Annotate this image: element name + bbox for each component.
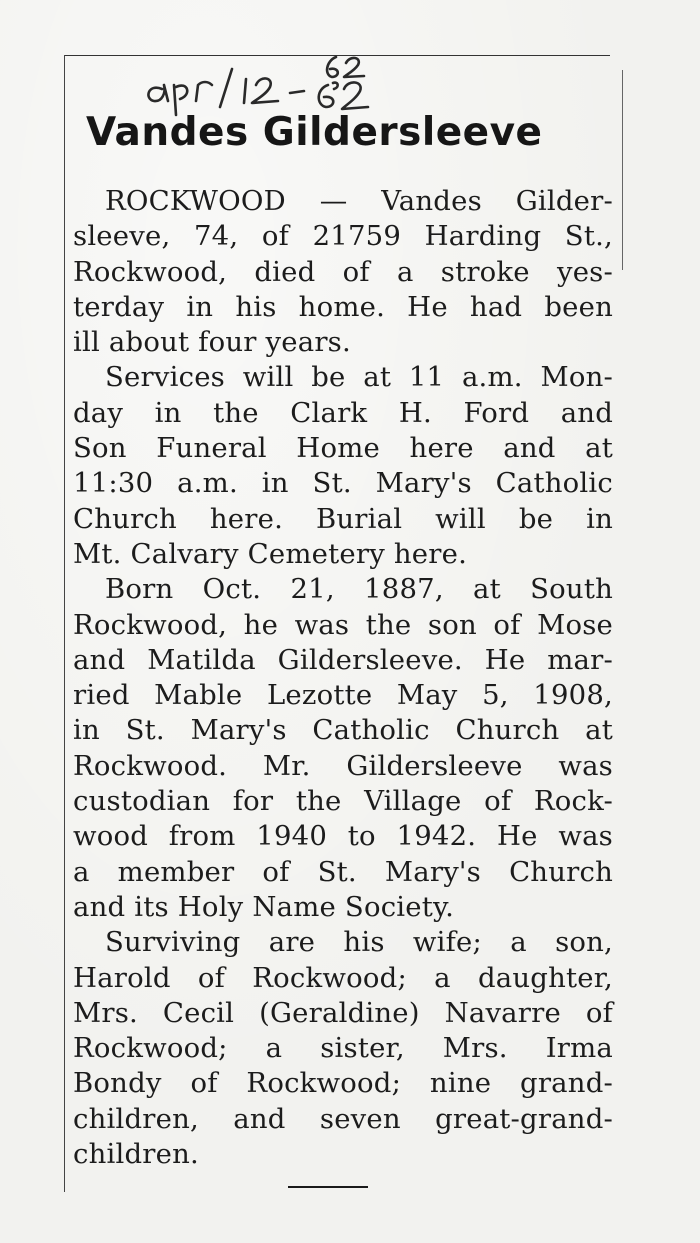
obituary-line: Services will be at 11 a.m. Mon- xyxy=(105,361,613,394)
obituary-line: Mt. Calvary Cemetery here. xyxy=(73,537,468,570)
obituary-line: Rockwood. Mr. Gildersleeve was xyxy=(73,749,613,782)
obituary-line: terday in his home. He had been xyxy=(73,290,613,323)
obituary-line: Born Oct. 21, 1887, at South xyxy=(105,573,613,606)
obituary-line: sleeve, 74, of 21759 Harding St., xyxy=(73,220,613,253)
obituary-line: Surviving are his wife; a son, xyxy=(105,926,613,959)
obituary-line: Rockwood, he was the son of Mose xyxy=(73,608,613,641)
obituary-line: and Matilda Gildersleeve. He mar- xyxy=(73,643,613,676)
obituary-headline: Vandes Gildersleeve xyxy=(86,110,543,155)
obituary-line: in St. Mary's Catholic Church at xyxy=(73,714,613,747)
obituary-line: children. xyxy=(73,1138,199,1171)
obituary-line: Rockwood; a sister, Mrs. Irma xyxy=(73,1032,613,1065)
obituary-line: Rockwood, died of a stroke yes- xyxy=(73,255,613,288)
obituary-line: day in the Clark H. Ford and xyxy=(73,396,613,429)
clipping-right-edge xyxy=(622,70,623,270)
obituary-line: Mrs. Cecil (Geraldine) Navarre of xyxy=(73,996,613,1029)
obituary-line: wood from 1940 to 1942. He was xyxy=(73,820,613,853)
obituary-line: Church here. Burial will be in xyxy=(73,502,613,535)
obituary-line: children, and seven great-grand- xyxy=(73,1102,613,1135)
end-rule xyxy=(288,1186,368,1188)
obituary-line: and its Holy Name Society. xyxy=(73,890,455,923)
obituary-line: Bondy of Rockwood; nine grand- xyxy=(73,1067,613,1100)
obituary-line: ill about four years. xyxy=(73,326,351,359)
obituary-line: Son Funeral Home here and at xyxy=(73,432,613,465)
obituary-body xyxy=(73,184,613,1172)
obituary-line: a member of St. Mary's Church xyxy=(73,855,613,888)
obituary-line: ROCKWOOD — Vandes Gilder- xyxy=(105,185,613,217)
obituary-line: 11:30 a.m. in St. Mary's Catholic xyxy=(73,467,613,500)
clipping-left-edge xyxy=(64,55,65,1192)
obituary-line: custodian for the Village of Rock- xyxy=(73,785,613,818)
obituary-line: Harold of Rockwood; a daughter, xyxy=(73,961,613,994)
obituary-line: ried Mable Lezotte May 5, 1908, xyxy=(73,679,613,712)
